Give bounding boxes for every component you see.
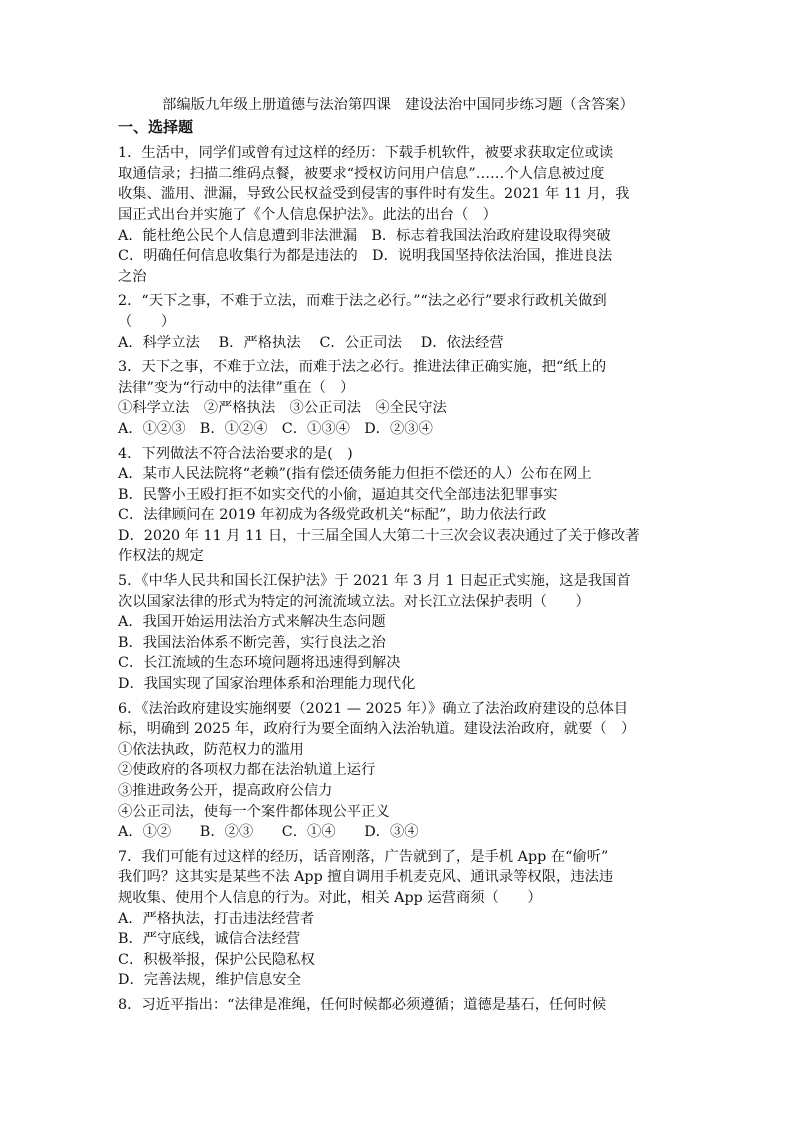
question-stem-line: 5．《中华人民共和国长江保护法》于 2021 年 3 月 1 日起正式实施，这是我国首 <box>118 573 631 590</box>
answer-option: 之治 <box>118 268 147 285</box>
question-stem-line: ③推进政务公开，提高政府公信力 <box>118 783 333 799</box>
question-stem-line: ②使政府的各项权力都在法治轨道上运行 <box>118 762 376 779</box>
question-3 <box>118 357 678 439</box>
section-heading: 一、选择题 <box>118 117 194 136</box>
answer-option: D．2020 年 11 月 11 日，十三届全国人大第二十三次会议表决通过了关于修改著 <box>118 527 640 544</box>
question-7 <box>118 847 678 991</box>
question-stem-line: ④公正司法，使每一个案件都体现公平正义 <box>118 803 390 820</box>
answer-option: A．①②③ B．①②④ C．①③④ D．②③④ <box>118 420 433 437</box>
question-stem-line: 2．“天下之事，不难于立法，而难于法之必行。”“法之必行”要求行政机关做到 <box>118 293 607 310</box>
answer-option: 作权法的规定 <box>118 548 204 565</box>
answer-option: A．某市人民法院将“老赖”(指有偿还债务能力但拒不偿还的人）公布在网上 <box>118 466 592 483</box>
question-stem-line: 次以国家法律的形式为特定的河流流域立法。对长江立法保护表明（ ） <box>118 593 590 610</box>
answer-option: A．①② B．②③ C．①④ D．③④ <box>118 824 419 841</box>
answer-option: C．长江流域的生态环境问题将迅速得到解决 <box>118 655 401 672</box>
question-stem-line: 我们吗？这其实是某些不法 App 擅自调用手机麦克风、通讯录等权限，违法违 <box>118 869 614 886</box>
answer-option: B．严守底线，诚信合法经营 <box>118 931 301 948</box>
answer-option: C．明确任何信息收集行为都是违法的 D．说明我国坚持依法治国，推进良法 <box>118 248 613 265</box>
question-stem-line: 法律”变为“行动中的法律”重在（ ） <box>118 379 355 396</box>
question-4 <box>118 444 678 568</box>
question-stem-line: 6．《法治政府建设实施纲要（2021 — 2025 年）》确立了法治政府建设的总体目 <box>118 700 629 717</box>
question-stem-line: 8．习近平指出：“法律是准绳，任何时候都必须遵循；道德是基石，任何时候 <box>118 996 607 1013</box>
answer-option: B．民警小王殴打拒不如实交代的小偷，逼迫其交代全部违法犯罪事实 <box>118 486 558 503</box>
question-list <box>118 143 678 1015</box>
answer-option: C．积极举报，保护公民隐私权 <box>118 951 315 968</box>
question-stem-line: 4．下列做法不符合法治要求的是( ) <box>118 445 353 462</box>
question-stem-line: 国正式出台并实施了《个人信息保护法》。此法的出台（ ） <box>118 206 497 223</box>
question-stem-line: 规收集、使用个人信息的行为。对此，相关 App 运营商须（ ） <box>118 889 542 906</box>
answer-option: C．法律顾问在 2019 年初成为各级党政机关“标配”，助力依法行政 <box>118 507 547 524</box>
question-stem-line: 1．生活中，同学们或曾有过这样的经历：下载手机软件，被要求获取定位或读 <box>118 145 614 162</box>
answer-option: A．严格执法，打击违法经营者 <box>118 910 315 927</box>
answer-option: A．科学立法 B．严格执法 C．公正司法 D．依法经营 <box>118 334 504 351</box>
question-stem-line: 7．我们可能有过这样的经历，话音刚落，广告就到了，是手机 App 在“偷听” <box>118 848 609 865</box>
question-stem-line: ①科学立法 ②严格执法 ③公正司法 ④全民守法 <box>118 400 447 417</box>
question-8 <box>118 995 678 1016</box>
document-title: 部编版九年级上册道德与法治第四课 建设法治中国同步练习题（含答案） <box>162 97 634 113</box>
answer-option: A．我国开始运用法治方式来解决生态问题 <box>118 614 386 631</box>
document-page <box>118 95 678 1016</box>
question-stem-line: （ ） <box>118 313 176 330</box>
question-stem-line: 3．天下之事，不难于立法，而难于法之必行。推进法律正确实施，把“纸上的 <box>118 359 607 376</box>
answer-option: A．能杜绝公民个人信息遭到非法泄漏 B．标志着我国法治政府建设取得突破 <box>118 227 611 244</box>
answer-option: D．我国实现了国家治理体系和治理能力现代化 <box>118 676 416 693</box>
question-stem-line: 标，明确到 2025 年，政府行为要全面纳入法治轨道。建设法治政府，就要（ ） <box>118 721 636 738</box>
answer-option: B．我国法治体系不断完善，实行良法之治 <box>118 634 386 651</box>
question-1 <box>118 143 678 287</box>
question-2 <box>118 291 678 353</box>
answer-option: D．完善法规，维护信息安全 <box>118 972 302 989</box>
question-stem-line: 收集、滥用、泄漏，导致公民权益受到侵害的事件时有发生。2021 年 11 月，我 <box>118 186 630 203</box>
question-stem-line: 取通信录；扫描二维码点餐，被要求“授权访问用户信息”……个人信息被过度 <box>118 165 605 182</box>
question-stem-line: ①依法执政，防范权力的滥用 <box>118 741 304 758</box>
question-5 <box>118 571 678 695</box>
question-6 <box>118 699 678 843</box>
